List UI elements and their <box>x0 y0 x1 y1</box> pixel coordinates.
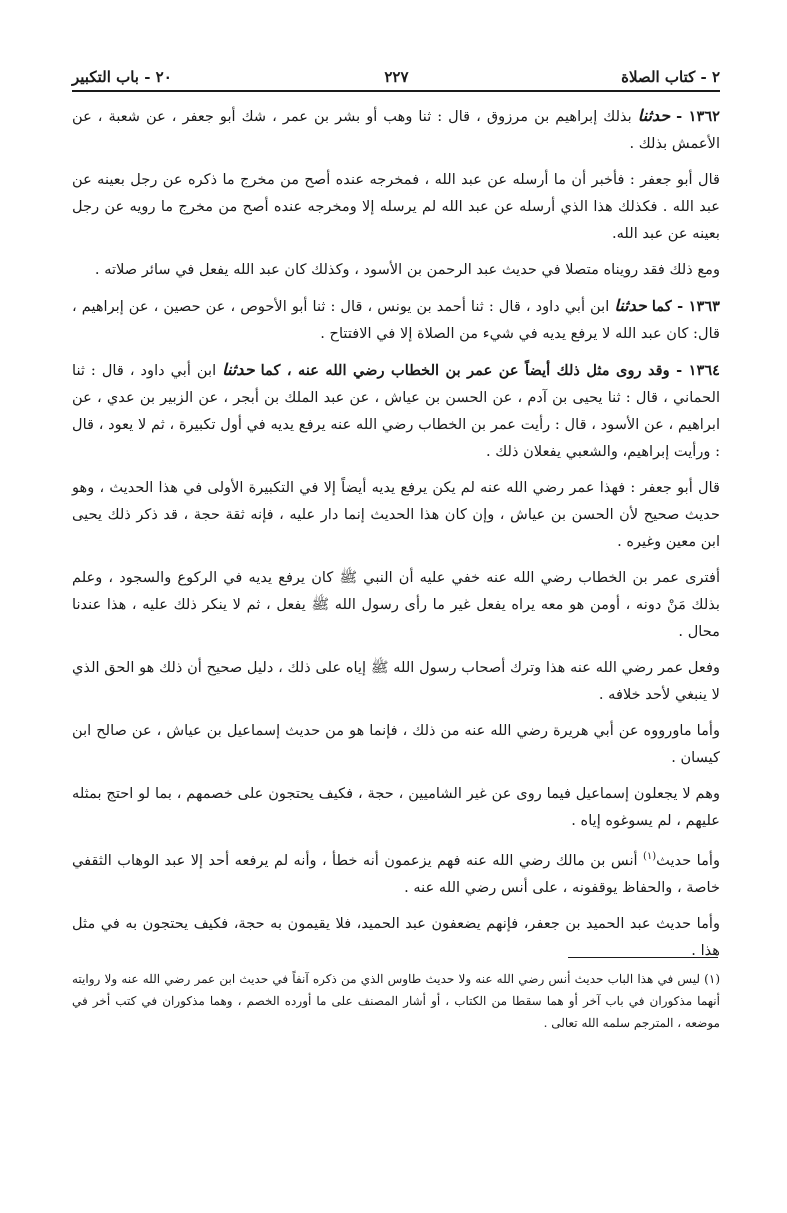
paragraph-text: وأما حديث عبد الحميد بن جعفر، فإنهم يضعفون عبد الحميد، فلا يقيمون به حجة، فكيف يحتجون به في مثل هذا . <box>72 914 720 959</box>
paragraph <box>72 166 720 247</box>
paragraph <box>72 843 720 901</box>
paragraph-text: وفعل عمر رضي الله عنه هذا وترك أصحاب رسول الله ﷺ إياه على ذلك ، دليل صحيح أن ذلك هو الحق الذي لا ينبغي لأحد خلافه . <box>72 659 720 703</box>
narration-marker: حدثنا <box>637 106 671 125</box>
footnote-divider <box>568 957 718 958</box>
header-chapter-title: ٢٠ - باب التكبير <box>72 68 172 86</box>
paragraph-text: ومع ذلك فقد رويناه متصلا في حديث عبد الرحمن بن الأسود ، وكذلك كان عبد الله يفعل في سائر صلاته . <box>94 261 720 278</box>
page-number: ٢٢٧ <box>384 68 409 86</box>
narration-marker: حدثنا <box>614 296 647 315</box>
footnote-reference[interactable]: (١) <box>642 851 657 862</box>
paragraph-text: وأما حديث <box>656 851 720 869</box>
paragraph-text: قال أبو جعفر : فهذا عمر رضي الله عنه لم يكن يرفع يديه أيضاً إلا في التكبيرة الأولى في هذا الحديث ، وهو حديث صحيح لأن الحسن بن عياش ، وإن كان هذا الحديث إنما دار عليه ، فإنه ثقة حجة ، قد ذكر ذلك يحيى ابن معين وغيره . <box>72 479 720 550</box>
paragraph <box>72 102 720 157</box>
paragraph <box>72 356 720 465</box>
page-body <box>72 102 720 964</box>
hadith-number: ١٣٦٤ - وقد روى مثل ذلك أيضاً عن عمر بن الخطاب رضي الله عنه ، كما <box>260 362 720 379</box>
paragraph <box>72 564 720 645</box>
paragraph-text: أفترى عمر بن الخطاب رضي الله عنه خفي عليه أن النبي ﷺ كان يرفع يديه في الركوع والسجود ، وعلم بذلك مَنْ دونه ، أومن هو معه يراه يفعل غير ما رأى رسول الله ﷺ يفعل ، ثم لا ينكر ذلك عليه ، هذا عندنا محال . <box>72 569 720 640</box>
paragraph <box>72 780 720 834</box>
paragraph <box>72 910 720 964</box>
paragraph <box>72 256 720 283</box>
header-book-title: ٢ - كتاب الصلاة <box>621 68 720 86</box>
paragraph <box>72 474 720 555</box>
paragraph-text: أنس بن مالك رضي الله عنه فهم يزعمون أنه خطأ ، وأنه لم يرفعه أحد إلا عبد الوهاب الثقفي خاصة ، والحفاظ يوقفونه ، على أنس رضي الله عنه . <box>72 851 720 896</box>
paragraph-text: ابن أبي داود ، قال : ثنا أحمد بن يونس ، قال : ثنا أبو الأحوص ، عن حصين ، عن إبراهيم ، قال: كان عبد الله لا يرفع يديه في شيء من الصلاة إلا في الافتتاح . <box>72 298 720 342</box>
paragraph <box>72 292 720 347</box>
running-header <box>72 62 720 92</box>
paragraph-text: بذلك إبراهيم بن مرزوق ، قال : ثنا وهب أو بشر بن عمر ، شك أبو جعفر ، عن شعبة ، عن الأعمش بذلك . <box>72 108 720 152</box>
hadith-number: ١٣٦٣ - كما <box>651 298 721 315</box>
paragraph-text: وهم لا يجعلون إسماعيل فيما روى عن غير الشاميين ، حجة ، فكيف يحتجون على خصمهم ، بما لو احتج بمثله عليهم ، لم يسوغوه إياه . <box>72 785 720 829</box>
paragraph <box>72 654 720 708</box>
footnote: (١) ليس في هذا الباب حديث أنس رضي الله عنه ولا حديث طاوس الذي من ذكره آنفاً في حديث ابن عمر رضي الله عنه ولا روايته أنهما مذكوران في باب آخر أو هما سقطا من الكتاب ، أو أشار المصنف على ما أورده الخصم ، وهما مذكوران في كتب أخر في موضعه ، المترجم سلمه الله تعالى . <box>72 972 720 1030</box>
hadith-number: ١٣٦٢ - <box>676 108 721 125</box>
paragraph-text: قال أبو جعفر : فأخبر أن ما أرسله عن عبد الله ، فمخرجه عنده أصح من مخرج ما ذكره عن رجل بعينه عن عبد الله . فكذلك هذا الذي أرسله عن عبد الله لم يرسله إلا ومخرجه عنده أصح من مخرج ما رويه عن رجل بعينه عن عبد الله. <box>72 171 720 242</box>
narration-marker: حدثنا <box>222 360 255 379</box>
page <box>72 62 720 973</box>
paragraph-text: ابن أبي داود ، قال : ثنا الحماني ، قال : ثنا يحيى بن آدم ، عن الحسن بن عياش ، عن عبد الملك بن أبجر ، عن الزبير بن عدي ، عن ابراهيم ، عن الأسود ، قال : رأيت عمر بن الخطاب رضي الله عنه يرفع يديه في أول تكبيرة ، ثم لا يعود ، قال : ورأيت إبراهيم، والشعبي يفعلان ذلك . <box>72 362 720 460</box>
paragraph-text: وأما ماورووه عن أبي هريرة رضي الله عنه من ذلك ، فإنما هو من حديث إسماعيل بن عياش ، عن صالح ابن كيسان . <box>72 722 720 766</box>
paragraph <box>72 717 720 771</box>
